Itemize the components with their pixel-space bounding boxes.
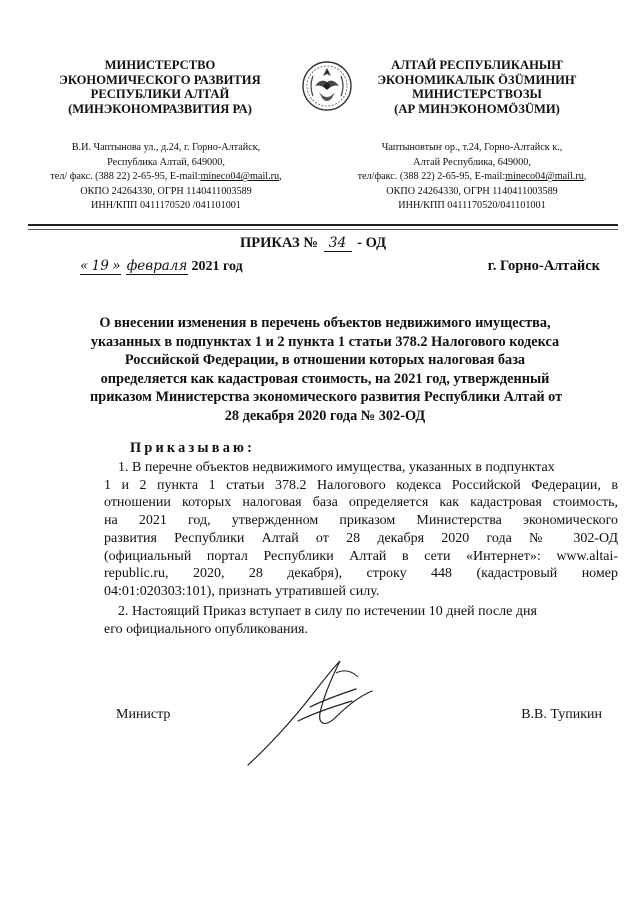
tax-id-line: ИНН/КПП 0411170520 /041101001 [91, 200, 241, 212]
contact-line [326, 170, 618, 185]
email-link[interactable]: mineco04@mail.ru [200, 171, 280, 183]
date-day: 19 [88, 258, 112, 275]
ministry-name-altai [347, 58, 607, 116]
handwritten-signature [240, 655, 390, 770]
paragraph-line: развития Республики Алтай от 28 декабря 2020 года № 302-ОД [104, 530, 618, 546]
address-line: Алтай Республика, 649000, [413, 156, 531, 168]
paragraph-1 [104, 459, 618, 601]
paragraph-line: 1 и 2 пункта 1 статьи 378.2 Налогового кодекса Российской Федерации, в [104, 477, 618, 493]
phone-text: тел/ факс. (388 22) 2-65-95, E-mail: [50, 171, 201, 183]
subject-line: Российской Федерации, в отношении которых налоговая база [124, 352, 526, 369]
signatory-role: Министр [116, 707, 171, 722]
subject-line: 28 декабря 2020 года № 302-ОД [224, 407, 426, 424]
ministry-name-russian [30, 58, 290, 116]
paragraph-line: его официального опубликования. [104, 621, 308, 637]
date-month: февраля [126, 258, 188, 274]
subject-line: О внесении изменения в перечень объектов недвижимого имущества, [99, 315, 551, 331]
org-line: ЭКОНОМИЧЕСКОГО РАЗВИТИЯ [59, 72, 261, 87]
date-close-quote: » [112, 258, 121, 274]
order-subject [90, 314, 563, 426]
org-line: МИНИСТЕРСТВОЗЫ [412, 87, 542, 102]
address-line: Республика Алтай, 649000, [107, 156, 225, 168]
phone-text: тел/факс. (388 22) 2-65-95, E-mail: [357, 171, 506, 183]
paragraph-line: 2. Настоящий Приказ вступает в силу по истечении 10 дней после дня [118, 604, 537, 619]
org-line: МИНИСТЕРСТВО [104, 58, 216, 72]
coat-of-arms-emblem-icon [301, 56, 353, 116]
decree-heading: Приказываю: [130, 440, 256, 456]
order-title [240, 235, 386, 252]
paragraph-line: 04:01:020303:101), признать утратившей силу. [104, 583, 380, 599]
org-line: (АР МИНЭКОНОМÖЗÜМИ) [394, 101, 560, 116]
tax-id-line: ИНН/КПП 0411170520/041101001 [398, 200, 546, 212]
registry-line: ОКПО 24264330, ОГРН 1140411003589 [80, 185, 252, 197]
registry-line: ОКПО 24264330, ОГРН 1140411003589 [386, 185, 558, 197]
subject-line: указанных в подпунктах 1 и 2 пункта 1 статьи 378.2 Налогового кодекса [90, 333, 560, 350]
email-link[interactable]: mineco04@mail.ru [505, 171, 584, 183]
header-divider-thin [28, 229, 618, 230]
org-line: РЕСПУБЛИКИ АЛТАЙ [90, 87, 230, 102]
order-date [80, 258, 243, 275]
punctuation: , [583, 171, 587, 183]
paragraph-line: (официальный портал Республики Алтай в сети «Интернет»: www.altai- [104, 548, 618, 564]
org-line: АЛТАЙ РЕСПУБЛИКАНЫҤ [391, 58, 563, 72]
address-block-altai [326, 141, 618, 214]
contact-line [20, 170, 312, 185]
order-title-prefix: ПРИКАЗ № [240, 235, 318, 251]
punctuation: , [279, 171, 282, 183]
address-block-russian [20, 141, 312, 214]
date-year: 2021 год [191, 259, 243, 274]
org-line: (МИНЭКОНОМРАЗВИТИЯ РА) [68, 101, 252, 116]
address-line: В.И. Чаптынова ул., д.24, г. Горно-Алтайск, [71, 142, 261, 153]
paragraph-line: republic.ru, 2020, 28 декабря), строку 448 (кадастровый номер [104, 566, 618, 582]
paragraph-2 [104, 603, 618, 638]
subject-line: определяется как кадастровая стоимость, на 2021 год, утвержденный [100, 370, 550, 387]
paragraph-line: на 2021 год, утвержденном приказом Министерства экономического [104, 513, 618, 529]
header-divider [28, 224, 618, 226]
order-city: г. Горно-Алтайск [487, 258, 600, 274]
order-number: 34 [324, 235, 352, 252]
order-title-suffix: - ОД [357, 235, 387, 251]
address-line: Чаптыновтыҥ ор., т.24, Горно-Алтайск к., [381, 142, 563, 153]
date-open-quote: « [80, 258, 89, 274]
subject-line: приказом Министерства экономического развития Республики Алтай от [90, 389, 563, 406]
org-line: ЭКОНОМИКАЛЫК ÖЗÜМИНИҤ [377, 72, 577, 87]
paragraph-line: отношении которых налоговая база определяется как кадастровая стоимость, [104, 495, 618, 511]
signatory-name: В.В. Тупикин [521, 707, 602, 722]
paragraph-line: 1. В перечне объектов недвижимого имущества, указанных в подпунктах [118, 460, 555, 475]
